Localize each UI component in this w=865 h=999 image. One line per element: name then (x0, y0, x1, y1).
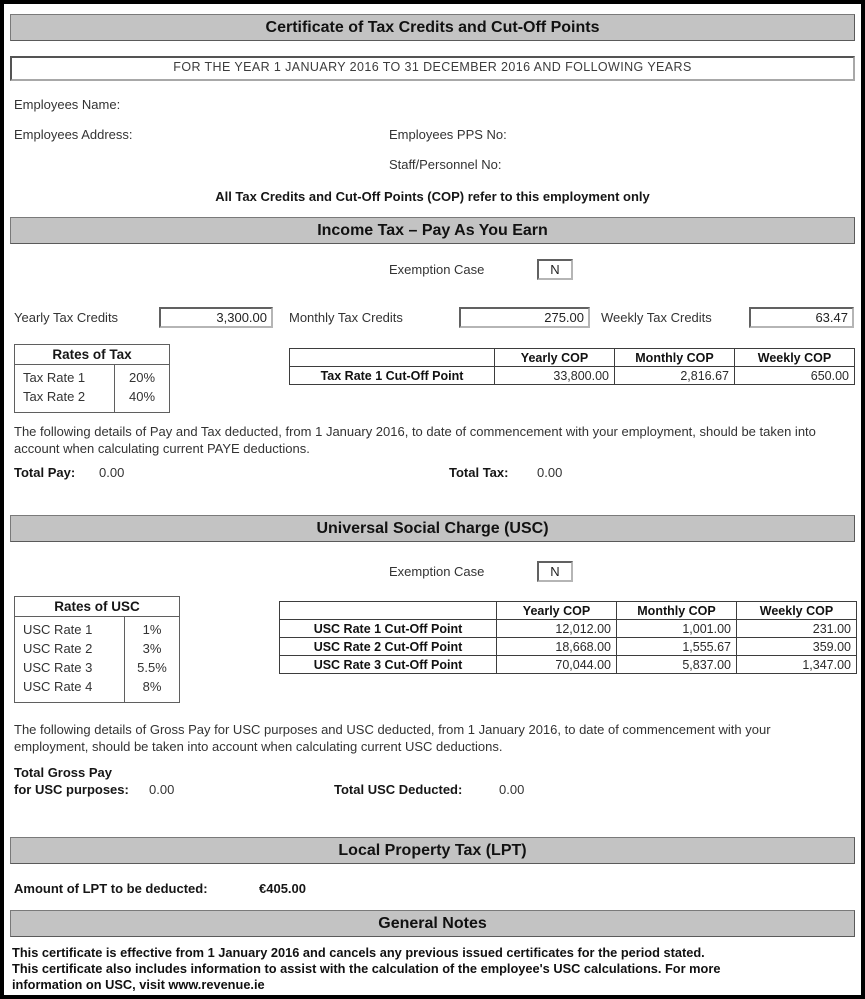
usc-cop-header-blank (280, 602, 497, 620)
usc-rate-3-label: USC Rate 3 (23, 660, 93, 675)
tax-rate-2-label: Tax Rate 2 (23, 389, 86, 404)
usc-cop-row3-monthly: 5,837.00 (617, 656, 737, 674)
total-gross-pay-label-line2: for USC purposes: (14, 782, 129, 797)
rates-of-usc-table (14, 596, 180, 703)
rates-of-tax-title: Rates of Tax (15, 345, 169, 365)
table-row (280, 638, 857, 656)
paye-cop-table (289, 348, 855, 385)
table-row (290, 367, 855, 385)
total-usc-deducted-label: Total USC Deducted: (334, 782, 463, 797)
monthly-tax-credits-field[interactable]: 275.00 (459, 307, 590, 328)
total-gross-pay-value: 0.00 (149, 782, 175, 797)
usc-cop-table (279, 601, 857, 674)
usc-cop-row1-label: USC Rate 1 Cut-Off Point (280, 620, 497, 638)
table-row (280, 656, 857, 674)
paye-cop-monthly-value: 2,816.67 (615, 367, 735, 385)
paye-exemption-field[interactable]: N (537, 259, 573, 280)
usc-cop-row1-yearly: 12,012.00 (497, 620, 617, 638)
paye-cop-header-monthly: Monthly COP (615, 349, 735, 367)
usc-rate-3-value: 5.5% (137, 660, 167, 675)
usc-cop-row2-yearly: 18,668.00 (497, 638, 617, 656)
yearly-tax-credits-field[interactable]: 3,300.00 (159, 307, 273, 328)
monthly-tax-credits-label: Monthly Tax Credits (289, 310, 403, 325)
yearly-tax-credits-label: Yearly Tax Credits (14, 310, 119, 325)
employee-address-label: Employees Address: (14, 127, 133, 142)
usc-cop-row2-label: USC Rate 2 Cut-Off Point (280, 638, 497, 656)
usc-cop-header-monthly: Monthly COP (617, 602, 737, 620)
lpt-amount-label: Amount of LPT to be deducted: (14, 881, 208, 896)
paye-cop-header-weekly: Weekly COP (735, 349, 855, 367)
usc-rate-4-label: USC Rate 4 (23, 679, 93, 694)
lpt-amount-value: €405.00 (259, 881, 306, 896)
general-note-line-1: This certificate is effective from 1 January 2016 and cancels any previous issued certificates for the period stated. (12, 945, 705, 960)
total-tax-value: 0.00 (537, 465, 563, 480)
usc-rate-4-value: 8% (142, 679, 162, 694)
total-tax-label: Total Tax: (449, 465, 509, 480)
tax-rate-2-value: 40% (128, 389, 156, 404)
employee-pps-label: Employees PPS No: (389, 127, 507, 142)
usc-exemption-label: Exemption Case (389, 564, 485, 579)
usc-cop-row1-weekly: 231.00 (737, 620, 857, 638)
employee-name-label: Employees Name: (14, 97, 121, 112)
paye-note-paragraph: The following details of Pay and Tax deducted, from 1 January 2016, to date of commencement with your employment, should be taken into account when calculating current PAYE deductions. (14, 424, 816, 456)
page-title: Certificate of Tax Credits and Cut-Off Points (10, 14, 855, 41)
usc-cop-header-yearly: Yearly COP (497, 602, 617, 620)
paye-cop-row-label: Tax Rate 1 Cut-Off Point (290, 367, 495, 385)
general-note-line-2: This certificate also includes information to assist with the calculation of the employee's USC calculations. For more (12, 961, 721, 976)
general-notes-text (12, 945, 855, 993)
table-row (280, 620, 857, 638)
paye-cop-header-yearly: Yearly COP (495, 349, 615, 367)
usc-cop-header-weekly: Weekly COP (737, 602, 857, 620)
usc-cop-row2-weekly: 359.00 (737, 638, 857, 656)
certificate-year-banner: FOR THE YEAR 1 JANUARY 2016 TO 31 DECEMBER 2016 AND FOLLOWING YEARS (10, 56, 855, 81)
rates-of-tax-table (14, 344, 170, 413)
paye-cop-weekly-value: 650.00 (735, 367, 855, 385)
usc-cop-row3-label: USC Rate 3 Cut-Off Point (280, 656, 497, 674)
total-gross-pay-label-line1: Total Gross Pay (14, 765, 113, 780)
usc-cop-row2-monthly: 1,555.67 (617, 638, 737, 656)
usc-rate-1-value: 1% (142, 622, 162, 637)
total-pay-label: Total Pay: (14, 465, 76, 480)
rates-of-usc-title: Rates of USC (15, 597, 179, 617)
paye-exemption-label: Exemption Case (389, 262, 485, 277)
weekly-tax-credits-field[interactable]: 63.47 (749, 307, 854, 328)
paye-cop-yearly-value: 33,800.00 (495, 367, 615, 385)
employment-only-notice: All Tax Credits and Cut-Off Points (COP) refer to this employment only (215, 189, 650, 204)
tax-rate-1-label: Tax Rate 1 (23, 370, 86, 385)
usc-rate-2-value: 3% (142, 641, 162, 656)
usc-rate-1-label: USC Rate 1 (23, 622, 93, 637)
section-header-usc: Universal Social Charge (USC) (10, 515, 855, 542)
total-usc-deducted-value: 0.00 (499, 782, 525, 797)
section-header-general-notes: General Notes (10, 910, 855, 937)
usc-cop-row3-yearly: 70,044.00 (497, 656, 617, 674)
paye-cop-header-blank (290, 349, 495, 367)
tax-rate-1-value: 20% (128, 370, 156, 385)
usc-exemption-field[interactable]: N (537, 561, 573, 582)
section-header-lpt: Local Property Tax (LPT) (10, 837, 855, 864)
usc-cop-row1-monthly: 1,001.00 (617, 620, 737, 638)
staff-personnel-label: Staff/Personnel No: (389, 157, 502, 172)
usc-cop-row3-weekly: 1,347.00 (737, 656, 857, 674)
usc-rate-2-label: USC Rate 2 (23, 641, 93, 656)
section-header-paye: Income Tax – Pay As You Earn (10, 217, 855, 244)
general-note-line-3: information on USC, visit www.revenue.ie (12, 977, 265, 992)
total-pay-value: 0.00 (99, 465, 125, 480)
weekly-tax-credits-label: Weekly Tax Credits (601, 310, 712, 325)
usc-note-paragraph: The following details of Gross Pay for USC purposes and USC deducted, from 1 January 2016, to date of commencement with your employment, should be taken into account when calculating current USC deductions. (14, 722, 771, 754)
